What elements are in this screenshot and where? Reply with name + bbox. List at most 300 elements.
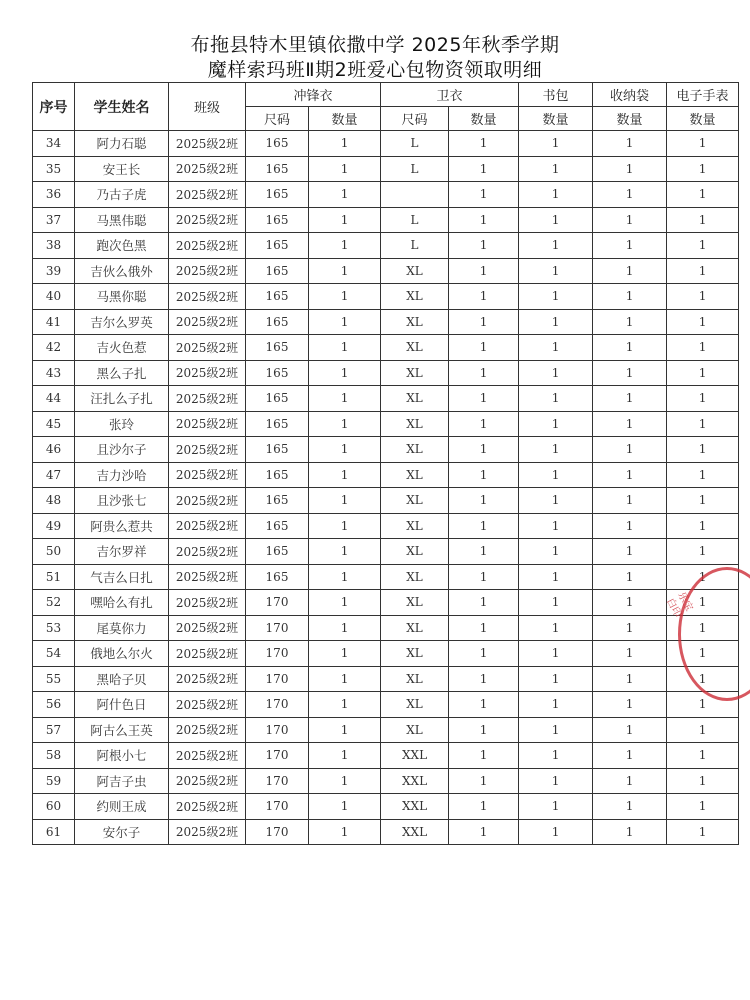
table-row [33, 182, 739, 208]
table-row [33, 768, 739, 794]
cell-storage-qty: 1 [593, 794, 667, 820]
cell-name: 阿古么王英 [75, 717, 169, 743]
cell-hoodie-qty: 1 [449, 666, 519, 692]
table-row [33, 233, 739, 259]
cell-storage-qty: 1 [593, 641, 667, 667]
cell-hoodie-qty: 1 [449, 717, 519, 743]
cell-storage-qty: 1 [593, 539, 667, 565]
cell-jacket-qty: 1 [309, 615, 381, 641]
cell-storage-qty: 1 [593, 233, 667, 259]
cell-name: 安王长 [75, 156, 169, 182]
cell-name: 约则王成 [75, 794, 169, 820]
cell-jacket-qty: 1 [309, 717, 381, 743]
cell-watch-qty: 1 [667, 182, 739, 208]
cell-hoodie-qty: 1 [449, 156, 519, 182]
cell-hoodie-qty: 1 [449, 590, 519, 616]
cell-seq: 54 [33, 641, 75, 667]
cell-storage-qty: 1 [593, 156, 667, 182]
cell-class: 2025级2班 [169, 743, 246, 769]
cell-jacket-qty: 1 [309, 437, 381, 463]
cell-schoolbag-qty: 1 [519, 666, 593, 692]
cell-hoodie-size: XL [381, 513, 449, 539]
cell-jacket-qty: 1 [309, 335, 381, 361]
cell-jacket-qty: 1 [309, 794, 381, 820]
cell-hoodie-qty: 1 [449, 386, 519, 412]
cell-schoolbag-qty: 1 [519, 513, 593, 539]
cell-jacket-qty: 1 [309, 539, 381, 565]
cell-seq: 48 [33, 488, 75, 514]
cell-hoodie-qty: 1 [449, 794, 519, 820]
cell-seq: 51 [33, 564, 75, 590]
cell-jacket-size: 165 [246, 131, 309, 157]
header-watch-qty: 数量 [667, 107, 739, 131]
cell-seq: 53 [33, 615, 75, 641]
cell-jacket-size: 165 [246, 207, 309, 233]
cell-seq: 46 [33, 437, 75, 463]
cell-storage-qty: 1 [593, 743, 667, 769]
cell-jacket-qty: 1 [309, 258, 381, 284]
cell-hoodie-size: XL [381, 335, 449, 361]
cell-class: 2025级2班 [169, 386, 246, 412]
cell-schoolbag-qty: 1 [519, 207, 593, 233]
cell-hoodie-size: L [381, 207, 449, 233]
header-schoolbag: 书包 [519, 83, 593, 107]
header-hoodie: 卫衣 [381, 83, 519, 107]
cell-storage-qty: 1 [593, 615, 667, 641]
cell-schoolbag-qty: 1 [519, 743, 593, 769]
cell-class: 2025级2班 [169, 615, 246, 641]
cell-storage-qty: 1 [593, 309, 667, 335]
table-row [33, 284, 739, 310]
cell-class: 2025级2班 [169, 513, 246, 539]
cell-hoodie-size: XL [381, 386, 449, 412]
cell-storage-qty: 1 [593, 284, 667, 310]
cell-name: 吉尔么罗英 [75, 309, 169, 335]
cell-watch-qty: 1 [667, 258, 739, 284]
distribution-table [32, 82, 739, 845]
cell-watch-qty: 1 [667, 768, 739, 794]
cell-watch-qty: 1 [667, 131, 739, 157]
cell-schoolbag-qty: 1 [519, 284, 593, 310]
header-seq: 序号 [33, 83, 75, 131]
cell-hoodie-size: XL [381, 615, 449, 641]
table-row [33, 794, 739, 820]
table-row [33, 462, 739, 488]
cell-jacket-qty: 1 [309, 564, 381, 590]
cell-seq: 35 [33, 156, 75, 182]
cell-seq: 57 [33, 717, 75, 743]
cell-jacket-qty: 1 [309, 360, 381, 386]
cell-jacket-size: 165 [246, 284, 309, 310]
cell-hoodie-qty: 1 [449, 513, 519, 539]
cell-jacket-size: 165 [246, 258, 309, 284]
table-row [33, 335, 739, 361]
cell-name: 吉火色惹 [75, 335, 169, 361]
table-row [33, 207, 739, 233]
cell-storage-qty: 1 [593, 590, 667, 616]
cell-seq: 61 [33, 819, 75, 845]
cell-name: 阿根小七 [75, 743, 169, 769]
cell-jacket-qty: 1 [309, 666, 381, 692]
cell-seq: 60 [33, 794, 75, 820]
cell-hoodie-size: XL [381, 564, 449, 590]
cell-watch-qty: 1 [667, 666, 739, 692]
table-row [33, 411, 739, 437]
cell-class: 2025级2班 [169, 207, 246, 233]
cell-schoolbag-qty: 1 [519, 386, 593, 412]
cell-class: 2025级2班 [169, 360, 246, 386]
table-row [33, 641, 739, 667]
cell-storage-qty: 1 [593, 692, 667, 718]
table-row [33, 666, 739, 692]
cell-hoodie-size: XL [381, 360, 449, 386]
cell-class: 2025级2班 [169, 182, 246, 208]
cell-name: 阿吉子虫 [75, 768, 169, 794]
cell-class: 2025级2班 [169, 590, 246, 616]
header-watch: 电子手表 [667, 83, 739, 107]
cell-watch-qty: 1 [667, 309, 739, 335]
cell-jacket-qty: 1 [309, 513, 381, 539]
cell-seq: 55 [33, 666, 75, 692]
cell-jacket-size: 165 [246, 488, 309, 514]
cell-jacket-size: 165 [246, 335, 309, 361]
cell-name: 阿力石聪 [75, 131, 169, 157]
cell-jacket-qty: 1 [309, 462, 381, 488]
cell-schoolbag-qty: 1 [519, 615, 593, 641]
cell-hoodie-qty: 1 [449, 564, 519, 590]
cell-storage-qty: 1 [593, 513, 667, 539]
cell-seq: 49 [33, 513, 75, 539]
seal-text: 乐宝白印 [663, 590, 695, 620]
cell-watch-qty: 1 [667, 539, 739, 565]
table-row [33, 692, 739, 718]
cell-hoodie-qty: 1 [449, 437, 519, 463]
cell-seq: 34 [33, 131, 75, 157]
header-hoodie-qty: 数量 [449, 107, 519, 131]
cell-name: 马黑你聪 [75, 284, 169, 310]
cell-watch-qty: 1 [667, 156, 739, 182]
cell-schoolbag-qty: 1 [519, 488, 593, 514]
cell-jacket-size: 170 [246, 794, 309, 820]
cell-name: 马黑伟聪 [75, 207, 169, 233]
cell-name: 黑哈子贝 [75, 666, 169, 692]
header-class: 班级 [169, 83, 246, 131]
table-row [33, 743, 739, 769]
cell-seq: 52 [33, 590, 75, 616]
cell-schoolbag-qty: 1 [519, 156, 593, 182]
header-storage-bag: 收纳袋 [593, 83, 667, 107]
cell-hoodie-qty: 1 [449, 743, 519, 769]
cell-schoolbag-qty: 1 [519, 360, 593, 386]
cell-hoodie-size: XL [381, 488, 449, 514]
cell-name: 乃古子虎 [75, 182, 169, 208]
cell-hoodie-size: XL [381, 411, 449, 437]
cell-seq: 43 [33, 360, 75, 386]
cell-name: 且沙尔子 [75, 437, 169, 463]
cell-jacket-qty: 1 [309, 284, 381, 310]
cell-watch-qty: 1 [667, 207, 739, 233]
cell-watch-qty: 1 [667, 743, 739, 769]
table-row [33, 590, 739, 616]
cell-hoodie-qty: 1 [449, 258, 519, 284]
cell-hoodie-size: L [381, 156, 449, 182]
table-row [33, 615, 739, 641]
cell-jacket-size: 165 [246, 539, 309, 565]
cell-class: 2025级2班 [169, 692, 246, 718]
cell-watch-qty: 1 [667, 411, 739, 437]
cell-storage-qty: 1 [593, 437, 667, 463]
cell-watch-qty: 1 [667, 284, 739, 310]
cell-class: 2025级2班 [169, 335, 246, 361]
cell-hoodie-qty: 1 [449, 207, 519, 233]
cell-hoodie-size: L [381, 131, 449, 157]
cell-name: 俄地么尔火 [75, 641, 169, 667]
cell-name: 阿贵么惹共 [75, 513, 169, 539]
cell-hoodie-qty: 1 [449, 131, 519, 157]
cell-class: 2025级2班 [169, 564, 246, 590]
cell-watch-qty: 1 [667, 692, 739, 718]
cell-class: 2025级2班 [169, 717, 246, 743]
cell-watch-qty: 1 [667, 437, 739, 463]
cell-jacket-size: 165 [246, 360, 309, 386]
cell-jacket-qty: 1 [309, 182, 381, 208]
cell-hoodie-size: XL [381, 462, 449, 488]
cell-hoodie-size: L [381, 233, 449, 259]
table-row [33, 131, 739, 157]
cell-schoolbag-qty: 1 [519, 258, 593, 284]
cell-hoodie-size: XXL [381, 768, 449, 794]
cell-schoolbag-qty: 1 [519, 182, 593, 208]
cell-jacket-size: 170 [246, 590, 309, 616]
cell-name: 且沙张七 [75, 488, 169, 514]
cell-hoodie-qty: 1 [449, 819, 519, 845]
cell-schoolbag-qty: 1 [519, 768, 593, 794]
cell-schoolbag-qty: 1 [519, 131, 593, 157]
cell-name: 吉伙么俄外 [75, 258, 169, 284]
cell-hoodie-qty: 1 [449, 335, 519, 361]
cell-hoodie-qty: 1 [449, 539, 519, 565]
header-hoodie-size: 尺码 [381, 107, 449, 131]
cell-schoolbag-qty: 1 [519, 717, 593, 743]
cell-class: 2025级2班 [169, 641, 246, 667]
header-storage-qty: 数量 [593, 107, 667, 131]
cell-class: 2025级2班 [169, 794, 246, 820]
cell-storage-qty: 1 [593, 182, 667, 208]
cell-class: 2025级2班 [169, 156, 246, 182]
cell-jacket-size: 165 [246, 411, 309, 437]
cell-hoodie-qty: 1 [449, 488, 519, 514]
cell-class: 2025级2班 [169, 284, 246, 310]
header-student-name: 学生姓名 [75, 83, 169, 131]
cell-hoodie-size: XL [381, 666, 449, 692]
cell-jacket-qty: 1 [309, 641, 381, 667]
cell-seq: 38 [33, 233, 75, 259]
cell-jacket-qty: 1 [309, 488, 381, 514]
cell-schoolbag-qty: 1 [519, 692, 593, 718]
cell-seq: 42 [33, 335, 75, 361]
cell-name: 尾莫你力 [75, 615, 169, 641]
cell-jacket-size: 165 [246, 437, 309, 463]
document-subtitle: 魔样索玛班Ⅱ期2班爱心包物资领取明细 [207, 59, 543, 81]
cell-schoolbag-qty: 1 [519, 539, 593, 565]
cell-schoolbag-qty: 1 [519, 462, 593, 488]
cell-watch-qty: 1 [667, 615, 739, 641]
cell-schoolbag-qty: 1 [519, 794, 593, 820]
cell-storage-qty: 1 [593, 819, 667, 845]
cell-jacket-qty: 1 [309, 768, 381, 794]
cell-hoodie-size: XL [381, 309, 449, 335]
cell-hoodie-qty: 1 [449, 284, 519, 310]
cell-schoolbag-qty: 1 [519, 233, 593, 259]
cell-jacket-size: 170 [246, 819, 309, 845]
cell-jacket-qty: 1 [309, 743, 381, 769]
cell-hoodie-size: XL [381, 717, 449, 743]
table-row [33, 539, 739, 565]
cell-hoodie-qty: 1 [449, 641, 519, 667]
cell-hoodie-qty: 1 [449, 692, 519, 718]
cell-storage-qty: 1 [593, 335, 667, 361]
cell-seq: 37 [33, 207, 75, 233]
header-schoolbag-qty: 数量 [519, 107, 593, 131]
cell-seq: 47 [33, 462, 75, 488]
cell-schoolbag-qty: 1 [519, 590, 593, 616]
cell-name: 安尔子 [75, 819, 169, 845]
cell-storage-qty: 1 [593, 131, 667, 157]
cell-seq: 44 [33, 386, 75, 412]
table-row [33, 258, 739, 284]
cell-name: 汪扎么子扎 [75, 386, 169, 412]
cell-watch-qty: 1 [667, 590, 739, 616]
cell-name: 嘿哈么有扎 [75, 590, 169, 616]
cell-hoodie-qty: 1 [449, 360, 519, 386]
cell-storage-qty: 1 [593, 258, 667, 284]
table-row [33, 513, 739, 539]
cell-seq: 36 [33, 182, 75, 208]
cell-storage-qty: 1 [593, 411, 667, 437]
table-row [33, 386, 739, 412]
cell-schoolbag-qty: 1 [519, 335, 593, 361]
cell-seq: 59 [33, 768, 75, 794]
cell-watch-qty: 1 [667, 641, 739, 667]
table-row [33, 309, 739, 335]
cell-watch-qty: 1 [667, 233, 739, 259]
cell-seq: 40 [33, 284, 75, 310]
cell-storage-qty: 1 [593, 386, 667, 412]
cell-jacket-size: 170 [246, 615, 309, 641]
cell-jacket-size: 165 [246, 309, 309, 335]
cell-jacket-qty: 1 [309, 692, 381, 718]
cell-jacket-size: 170 [246, 743, 309, 769]
cell-jacket-qty: 1 [309, 590, 381, 616]
table-row [33, 564, 739, 590]
cell-name: 阿什色日 [75, 692, 169, 718]
cell-class: 2025级2班 [169, 131, 246, 157]
header-jacket: 冲锋衣 [246, 83, 381, 107]
table-row [33, 488, 739, 514]
cell-jacket-qty: 1 [309, 819, 381, 845]
table-row [33, 717, 739, 743]
cell-hoodie-size: XL [381, 539, 449, 565]
cell-hoodie-size: XL [381, 437, 449, 463]
table-row [33, 156, 739, 182]
cell-hoodie-size: XXL [381, 743, 449, 769]
cell-seq: 41 [33, 309, 75, 335]
cell-hoodie-size: XL [381, 590, 449, 616]
cell-hoodie-qty: 1 [449, 768, 519, 794]
cell-jacket-qty: 1 [309, 233, 381, 259]
cell-jacket-qty: 1 [309, 411, 381, 437]
cell-watch-qty: 1 [667, 513, 739, 539]
cell-hoodie-qty: 1 [449, 309, 519, 335]
cell-jacket-size: 165 [246, 513, 309, 539]
cell-jacket-size: 170 [246, 666, 309, 692]
cell-watch-qty: 1 [667, 335, 739, 361]
cell-name: 气吉么日扎 [75, 564, 169, 590]
cell-watch-qty: 1 [667, 462, 739, 488]
table-row [33, 437, 739, 463]
cell-schoolbag-qty: 1 [519, 819, 593, 845]
cell-hoodie-size [381, 182, 449, 208]
cell-jacket-size: 165 [246, 156, 309, 182]
cell-class: 2025级2班 [169, 437, 246, 463]
cell-storage-qty: 1 [593, 768, 667, 794]
cell-jacket-size: 170 [246, 768, 309, 794]
cell-storage-qty: 1 [593, 564, 667, 590]
cell-hoodie-size: XL [381, 258, 449, 284]
cell-seq: 58 [33, 743, 75, 769]
cell-storage-qty: 1 [593, 360, 667, 386]
cell-hoodie-qty: 1 [449, 462, 519, 488]
cell-hoodie-qty: 1 [449, 182, 519, 208]
cell-hoodie-size: XXL [381, 819, 449, 845]
cell-name: 黑么子扎 [75, 360, 169, 386]
cell-class: 2025级2班 [169, 768, 246, 794]
cell-class: 2025级2班 [169, 539, 246, 565]
cell-name: 吉尔罗祥 [75, 539, 169, 565]
cell-jacket-size: 170 [246, 641, 309, 667]
cell-schoolbag-qty: 1 [519, 437, 593, 463]
cell-hoodie-qty: 1 [449, 411, 519, 437]
cell-storage-qty: 1 [593, 488, 667, 514]
cell-storage-qty: 1 [593, 666, 667, 692]
cell-storage-qty: 1 [593, 717, 667, 743]
cell-seq: 50 [33, 539, 75, 565]
cell-class: 2025级2班 [169, 819, 246, 845]
cell-watch-qty: 1 [667, 819, 739, 845]
cell-watch-qty: 1 [667, 794, 739, 820]
cell-class: 2025级2班 [169, 258, 246, 284]
cell-class: 2025级2班 [169, 462, 246, 488]
cell-seq: 45 [33, 411, 75, 437]
header-jacket-qty: 数量 [309, 107, 381, 131]
cell-class: 2025级2班 [169, 233, 246, 259]
cell-storage-qty: 1 [593, 207, 667, 233]
table-body [33, 131, 739, 845]
cell-hoodie-size: XL [381, 692, 449, 718]
cell-watch-qty: 1 [667, 360, 739, 386]
table-row [33, 819, 739, 845]
document-title: 布拖县特木里镇依撒中学 2025年秋季学期 [190, 34, 560, 56]
cell-watch-qty: 1 [667, 564, 739, 590]
cell-hoodie-size: XL [381, 641, 449, 667]
cell-schoolbag-qty: 1 [519, 641, 593, 667]
cell-name: 吉力沙哈 [75, 462, 169, 488]
cell-name: 张玲 [75, 411, 169, 437]
cell-hoodie-size: XXL [381, 794, 449, 820]
cell-jacket-qty: 1 [309, 386, 381, 412]
cell-seq: 39 [33, 258, 75, 284]
cell-hoodie-qty: 1 [449, 233, 519, 259]
